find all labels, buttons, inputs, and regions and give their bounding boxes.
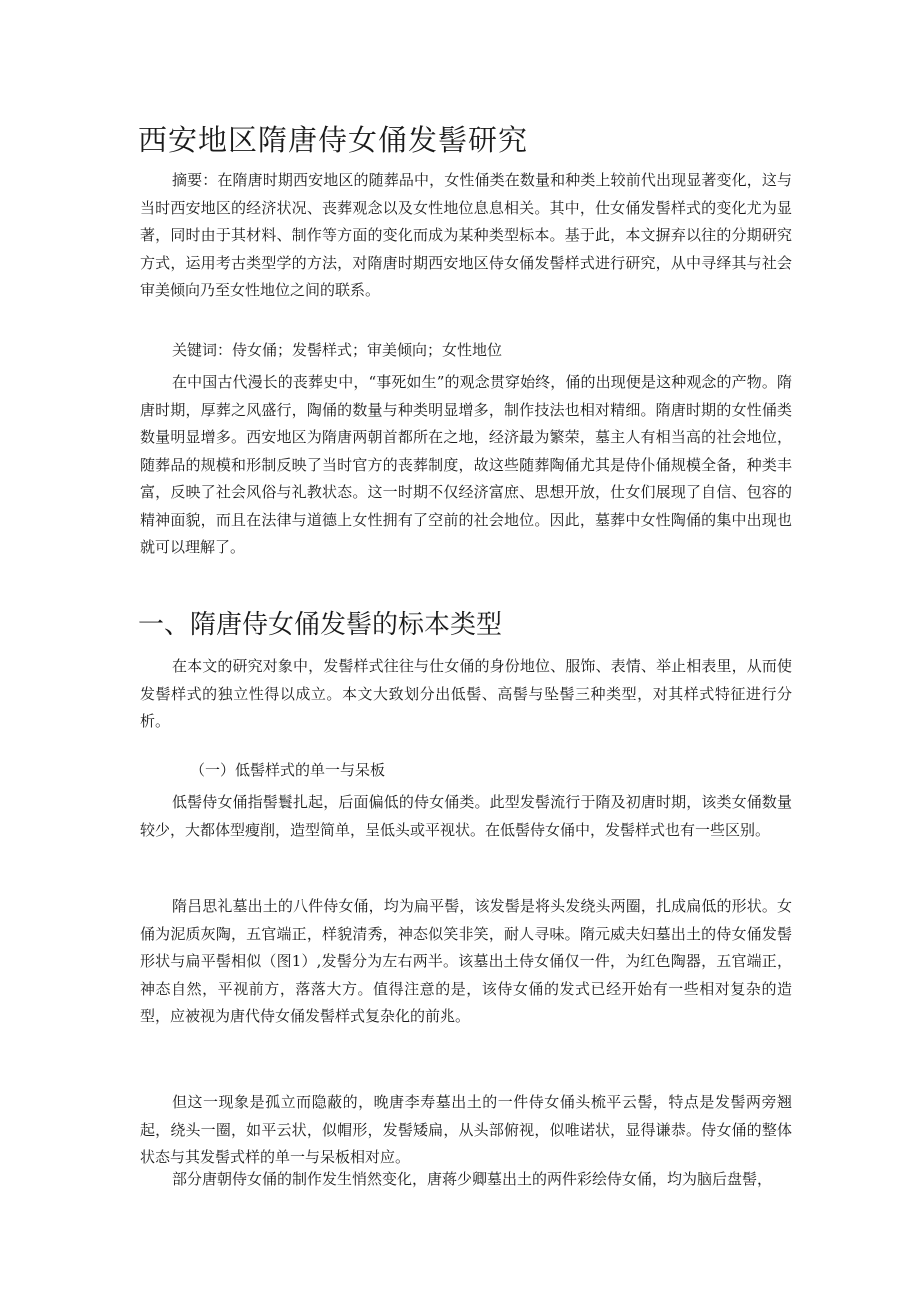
page-title: 西安地区隋唐侍女俑发髻研究: [138, 123, 529, 157]
abstract-paragraph: 摘要：在隋唐时期西安地区的随葬品中，女性俑类在数量和种类上较前代出现显著变化，这与当时西安地区的经济状况、丧葬观念以及女性地位息息相关。其中，仕女俑发髻样式的变化尤为显著，同时由于其材料、制作等方面的变化而成为某种类型标本。基于此，本文摒弃以往的分期研究方式，运用考古类型学的方法，对隋唐时期西安地区侍女俑发髻样式进行研究，从中寻绎其与社会审美倾向乃至女性地位之间的联系。: [140, 171, 792, 299]
subsection1-paragraph-3: 但这一现象是孤立而隐蔽的，晚唐李寿墓出土的一件侍女俑头梳平云髻，特点是发髻两旁翘起，绕头一圈，如平云状，似帽形，发髻矮扁，从头部俯视，似唯诺状，显得谦恭。侍女俑的整体状态与其发髻式样的单一与呆板相对应。: [140, 1093, 792, 1166]
subsection-heading-1: （一）低髻样式的单一与呆板: [190, 761, 386, 779]
intro-paragraph: 在中国古代漫长的丧葬史中，“事死如生”的观念贯穿始终，俑的出现便是这种观念的产物。隋唐时期，厚葬之风盛行，陶俑的数量与种类明显增多，制作技法也相对精细。隋唐时期的女性俑类数量明显增多。西安地区为隋唐两朝首都所在之地，经济最为繁荣，墓主人有相当高的社会地位，随葬品的规模和形制反映了当时官方的丧葬制度，故这些随葬陶俑尤其是侍仆俑规模全备，种类丰富，反映了社会风俗与礼教状态。这一时期不仅经济富庶、思想开放，仕女们展现了自信、包容的精神面貌，而且在法律与道德上女性拥有了空前的社会地位。因此，墓葬中女性陶俑的集中出现也就可以理解了。: [140, 373, 792, 556]
section-heading-1: 一、隋唐侍女俑发髻的标本类型: [138, 610, 503, 640]
subsection1-paragraph-1: 低髻侍女俑指髻鬟扎起，后面偏低的侍女俑类。此型发髻流行于隋及初唐时期，该类女俑数量较少，大都体型瘦削，造型简单，呈低头或平视状。在低髻侍女俑中，发髻样式也有一些区别。: [140, 793, 792, 839]
subsection1-paragraph-2: 隋吕思礼墓出土的八件侍女俑，均为扁平髻，该发髻是将头发绕头两圈，扎成扁低的形状。女俑为泥质灰陶，五官端正，样貌清秀，神态似笑非笑，耐人寻味。隋元威夫妇墓出土的侍女俑发髻形状与扁平髻相似（图1）,发髻分为左右两半。该墓出土侍女俑仅一件，为红色陶器，五官端正，神态自然，平视前方，落落大方。值得注意的是，该侍女俑的发式已经开始有一些相对复杂的造型，应被视为唐代侍女俑发髻样式复杂化的前兆。: [140, 897, 792, 1025]
section1-paragraph-1: 在本文的研究对象中，发髻样式往往与仕女俑的身份地位、服饰、表情、举止相表里，从而使发髻样式的独立性得以成立。本文大致划分出低髻、高髻与坠髻三种类型，对其样式特征进行分析。: [140, 657, 792, 730]
keywords-line: 关键词：侍女俑；发髻样式；审美倾向；女性地位: [172, 341, 503, 359]
subsection1-paragraph-4: 部分唐朝侍女俑的制作发生悄然变化，唐蒋少卿墓出土的两件彩绘侍女俑，均为脑后盘髻，: [172, 1170, 773, 1188]
